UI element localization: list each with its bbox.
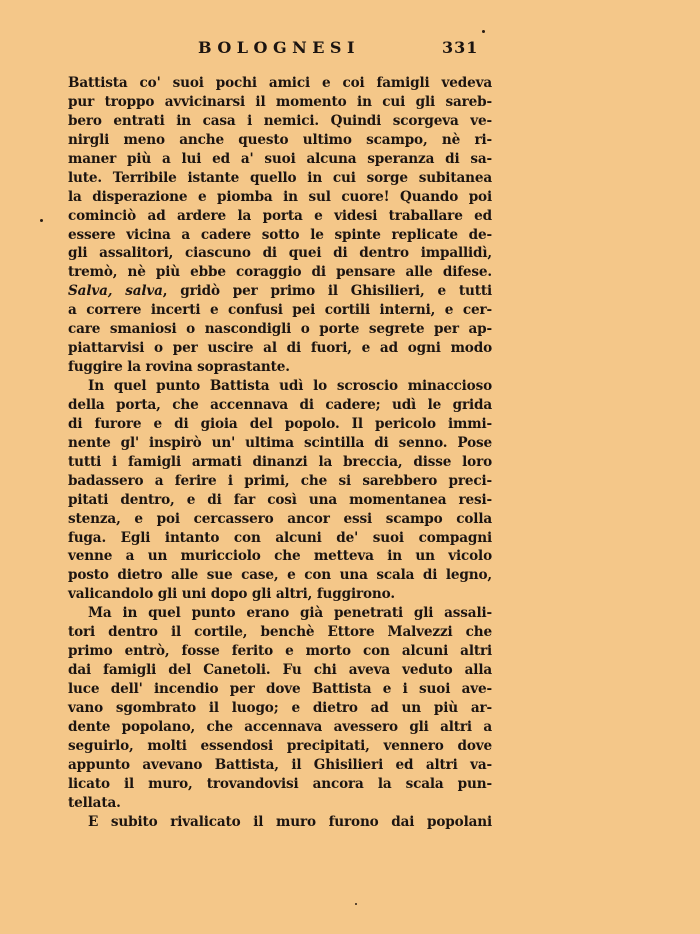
italic-exclamation: Salva, salva — [68, 283, 163, 300]
text-line: gli assalitori, ciascuno di quei di dentro impallidì, — [68, 245, 492, 262]
page-number: 331 — [442, 38, 479, 57]
ink-speck — [40, 219, 43, 222]
text-line — [68, 282, 492, 301]
text-line: la disperazione e piomba in sul cuore! Quando poi — [68, 188, 492, 205]
text-line: nente gl' inspirò un' ultima scintilla di senno. Pose — [68, 434, 492, 451]
text-line: dai famigli del Canetoli. Fu chi aveva veduto alla — [68, 662, 492, 679]
text-line: essere vicina a cadere sotto le spinte replicate de- — [68, 226, 492, 243]
text-line: vano sgombrato il luogo; e dietro ad un più ar- — [68, 699, 492, 716]
text-line: piattarvisi o per uscire al di fuori, e ad ogni modo — [68, 340, 492, 357]
text-line: fuga. Egli intanto con alcuni de' suoi compagni — [68, 529, 492, 546]
text-line: nirgli meno anche questo ultimo scampo, nè ri- — [68, 131, 492, 148]
text-line: fuggire la rovina soprastante. — [68, 359, 290, 376]
text-line: tremò, nè più ebbe coraggio di pensare alle difese. — [68, 264, 492, 281]
ink-speck — [355, 903, 357, 905]
text-line: tellata. — [68, 794, 121, 811]
line-text: , gridò per primo il Ghisilieri, e tutti — [162, 283, 492, 300]
text-line: di furore e di gioia del popolo. Il pericolo immi- — [68, 415, 492, 432]
text-line: a correre incerti e confusi pei cortili interni, e cer- — [68, 302, 492, 319]
text-line: lute. Terribile istante quello in cui sorge subitanea — [68, 169, 492, 186]
text-line: licato il muro, trovandovisi ancora la scala pun- — [68, 775, 492, 792]
text-line: della porta, che accennava di cadere; udì le grida — [68, 396, 492, 413]
text-line: bero entrati in casa i nemici. Quindi scorgeva ve- — [68, 112, 492, 129]
text-line: tori dentro il cortile, benchè Ettore Malvezzi che — [68, 624, 492, 641]
text-line: seguirlo, molti essendosi precipitati, vennero dove — [68, 737, 492, 754]
ink-speck — [482, 30, 485, 33]
text-line: dente popolano, che accennava avessero gli altri a — [68, 718, 492, 735]
text-line: maner più a lui ed a' suoi alcuna speranza di sa- — [68, 150, 492, 167]
text-line: cominciò ad ardere la porta e videsi traballare ed — [68, 207, 492, 224]
text-line: pitati dentro, e di far così una momentanea resi- — [68, 491, 492, 508]
body-text — [68, 74, 492, 832]
text-line: stenza, e poi cercassero ancor essi scampo colla — [68, 510, 492, 527]
text-line: Ma in quel punto erano già penetrati gli assali- — [88, 605, 492, 622]
text-line: venne a un muricciolo che metteva in un vicolo — [68, 548, 492, 565]
text-line: Battista co' suoi pochi amici e coi famigli vedeva — [68, 75, 492, 91]
text-line: E subito rivalicato il muro furono dai popolani — [88, 813, 492, 830]
text-line: primo entrò, fosse ferito e morto con alcuni altri — [68, 643, 492, 660]
page-header — [0, 38, 700, 60]
text-line: pur troppo avvicinarsi il momento in cui gli sareb- — [68, 93, 492, 110]
text-line: badassero a ferire i primi, che si sarebbero preci- — [68, 472, 492, 489]
text-line: care smaniosi o nascondigli o porte segrete per ap- — [68, 321, 492, 338]
text-line: appunto avevano Battista, il Ghisilieri ed altri va- — [68, 756, 492, 773]
running-title: BOLOGNESI — [198, 38, 360, 57]
text-line: In quel punto Battista udì lo scroscio minaccioso — [88, 378, 492, 394]
text-line: luce dell' incendio per dove Battista e i suoi ave- — [68, 681, 492, 697]
text-line: valicandolo gli uni dopo gli altri, fuggirono. — [68, 586, 395, 603]
text-line: tutti i famigli armati dinanzi la breccia, disse loro — [68, 453, 492, 470]
text-line: posto dietro alle sue case, e con una scala di legno, — [68, 567, 492, 584]
